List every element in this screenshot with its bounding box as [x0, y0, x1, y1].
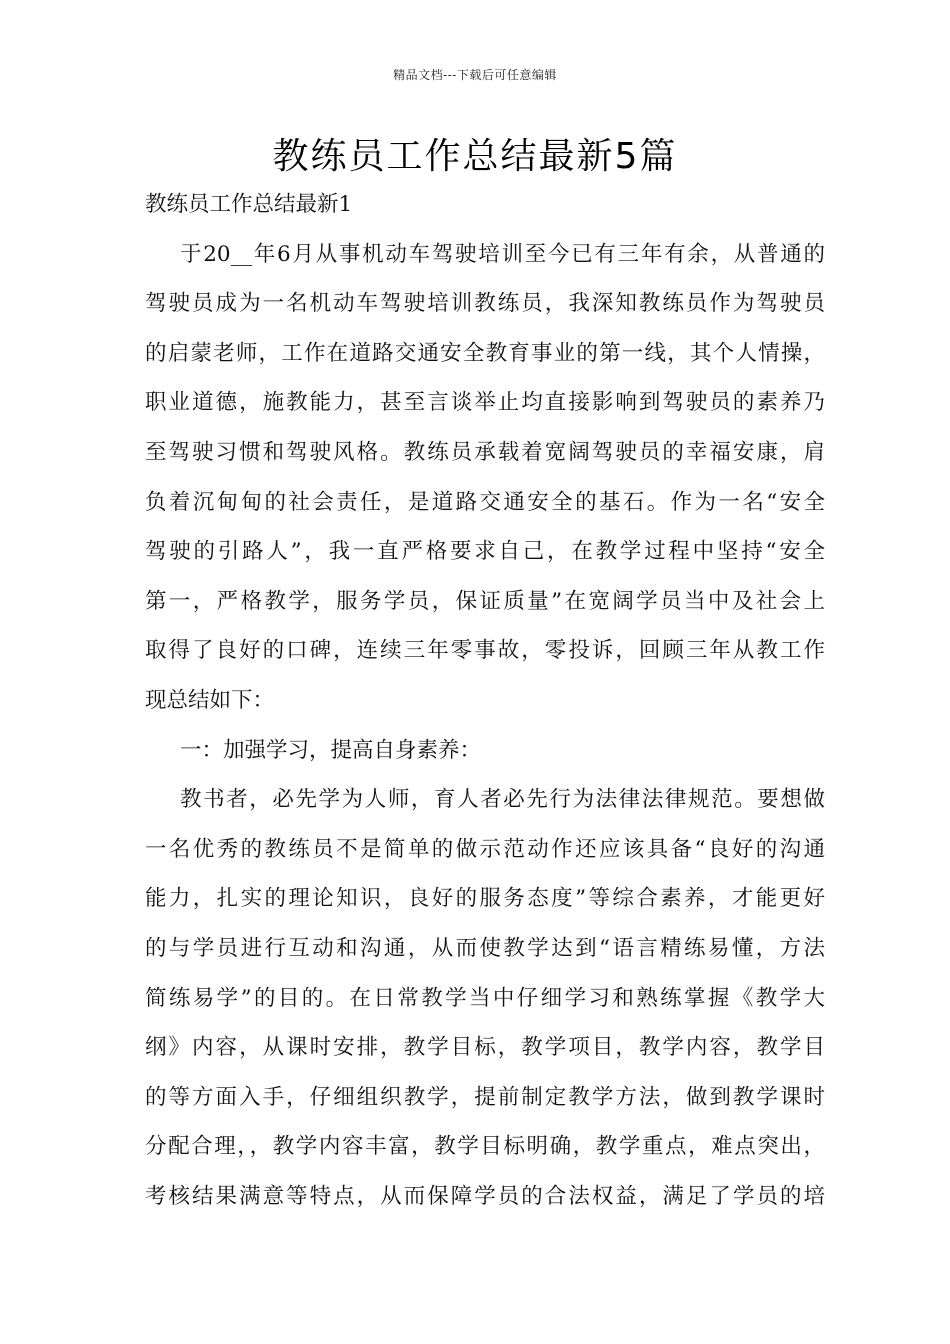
paragraph-line: 第一，严格教学，服务学员，保证质量”在宽阔学员当中及社会上 [145, 588, 825, 614]
paragraph-line: 取得了良好的口碑，连续三年零事故，零投诉，回顾三年从教工作 [145, 638, 825, 664]
paragraph-line: 于20__年6月从事机动车驾驶培训至今已有三年有余，从普通的 [180, 241, 825, 267]
paragraph-line: 的等方面入手，仔细组织教学，提前制定教学方法，做到教学课时 [145, 1084, 825, 1110]
section-subtitle: 教练员工作总结最新1 [145, 192, 353, 217]
paragraph-line: 至驾驶习惯和驾驶风格。教练员承载着宽阔驾驶员的幸福安康，肩 [145, 439, 825, 465]
document-body [145, 180, 825, 1221]
header-note: 精品文档---下载后可任意编辑 [393, 68, 557, 82]
paragraph-line: 的与学员进行互动和沟通，从而使教学达到“语言精练易懂，方法 [145, 935, 825, 961]
paragraph-line: 考核结果满意等特点，从而保障学员的合法权益，满足了学员的培 [145, 1183, 825, 1209]
document-title: 教练员工作总结最新5篇 [272, 136, 678, 177]
paragraph-line: 驾驶员成为一名机动车驾驶培训教练员，我深知教练员作为驾驶员 [145, 291, 825, 317]
paragraph-line: 驾驶的引路人”，我一直严格要求自己，在教学过程中坚持“安全 [145, 539, 825, 565]
section-heading: 一：加强学习，提高自身素养： [180, 737, 482, 763]
paragraph-line: 一名优秀的教练员不是简单的做示范动作还应该具备“良好的沟通 [145, 836, 825, 862]
paragraph-line: 教书者，必先学为人师，育人者必先行为法律法律规范。要想做 [180, 787, 825, 813]
paragraph-line: 职业道德，施教能力，甚至言谈举止均直接影响到驾驶员的素养乃 [145, 390, 825, 416]
paragraph-line: 纲》内容，从课时安排，教学目标，教学项目，教学内容，教学目 [145, 1035, 825, 1061]
paragraph-line: 的启蒙老师，工作在道路交通安全教育事业的第一线，其个人情操， [145, 340, 825, 366]
paragraph-line: 现总结如下： [145, 687, 275, 713]
paragraph-line: 能力，扎实的理论知识，良好的服务态度”等综合素养，才能更好 [145, 886, 825, 912]
paragraph-line: 分配合理，，教学内容丰富，教学目标明确，教学重点，难点突出， [145, 1134, 825, 1160]
paragraph-line: 负着沉甸甸的社会责任，是道路交通安全的基石。作为一名“安全 [145, 489, 825, 515]
paragraph-line: 简练易学”的目的。在日常教学当中仔细学习和熟练掌握《教学大 [145, 985, 825, 1011]
